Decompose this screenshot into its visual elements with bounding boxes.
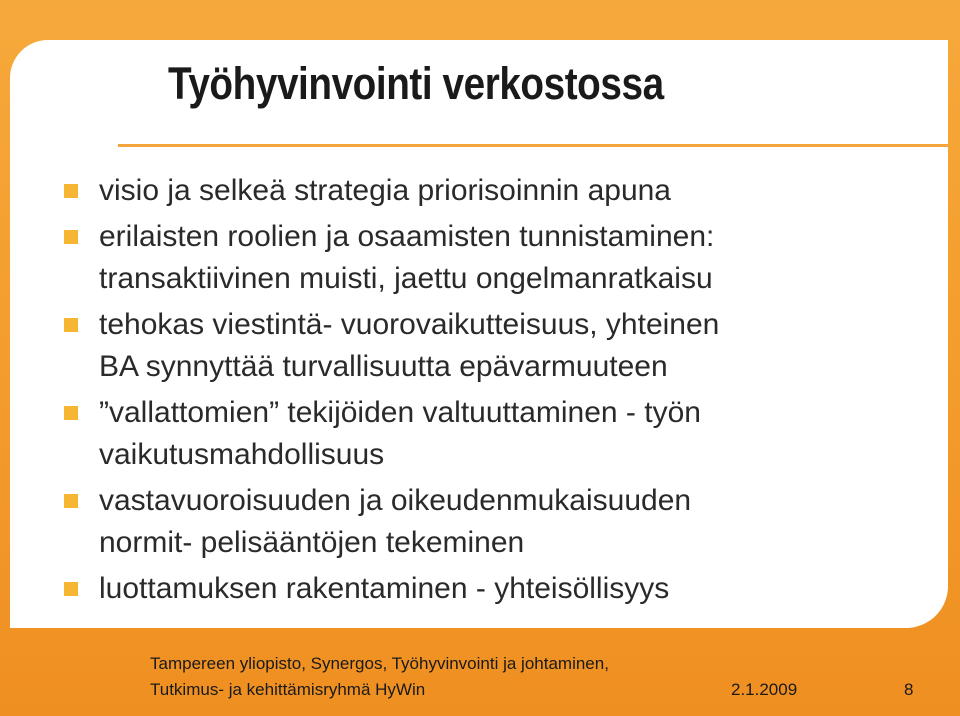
- square-bullet-icon: [64, 582, 78, 596]
- bullet-line: ”vallattomien” tekijöiden valtuuttaminen - työn: [99, 396, 701, 429]
- bullet-line: normit- pelisääntöjen tekeminen: [99, 526, 525, 559]
- slide-title: Työhyvinvointi verkostossa: [168, 58, 664, 109]
- bullet-item-1: [64, 170, 924, 212]
- square-bullet-icon: [64, 494, 78, 508]
- bullet-line: vastavuoroisuuden ja oikeudenmukaisuuden: [99, 484, 692, 517]
- bullet-list: [64, 170, 924, 614]
- title-divider: [118, 144, 948, 147]
- square-bullet-icon: [64, 318, 78, 332]
- bullet-line: tehokas viestintä- vuorovaikutteisuus, yhteinen: [99, 308, 720, 341]
- bullet-item-6: [64, 568, 924, 610]
- bullet-item-2: [64, 216, 924, 300]
- page-number: 8: [904, 680, 914, 699]
- bullet-line: BA synnyttää turvallisuutta epävarmuuteen: [99, 350, 668, 383]
- slide-footer: [0, 628, 960, 716]
- bullet-line: luottamuksen rakentaminen - yhteisöllisyys: [99, 572, 670, 605]
- footer-date: 2.1.2009: [731, 680, 798, 699]
- square-bullet-icon: [64, 184, 78, 198]
- bullet-line: vaikutusmahdollisuus: [99, 438, 385, 471]
- footer-organization: Tampereen yliopisto, Synergos, Työhyvinvointi ja johtaminen,: [150, 654, 609, 673]
- square-bullet-icon: [64, 230, 78, 244]
- bullet-item-5: [64, 480, 924, 564]
- bullet-item-3: [64, 304, 924, 388]
- bullet-line: transaktiivinen muisti, jaettu ongelmanratkaisu: [99, 262, 713, 295]
- square-bullet-icon: [64, 406, 78, 420]
- bullet-line: visio ja selkeä strategia priorisoinnin apuna: [99, 174, 671, 207]
- footer-group: Tutkimus- ja kehittämisryhmä HyWin: [150, 680, 426, 699]
- bullet-line: erilaisten roolien ja osaamisten tunnistaminen:: [99, 220, 715, 253]
- bullet-item-4: [64, 392, 924, 476]
